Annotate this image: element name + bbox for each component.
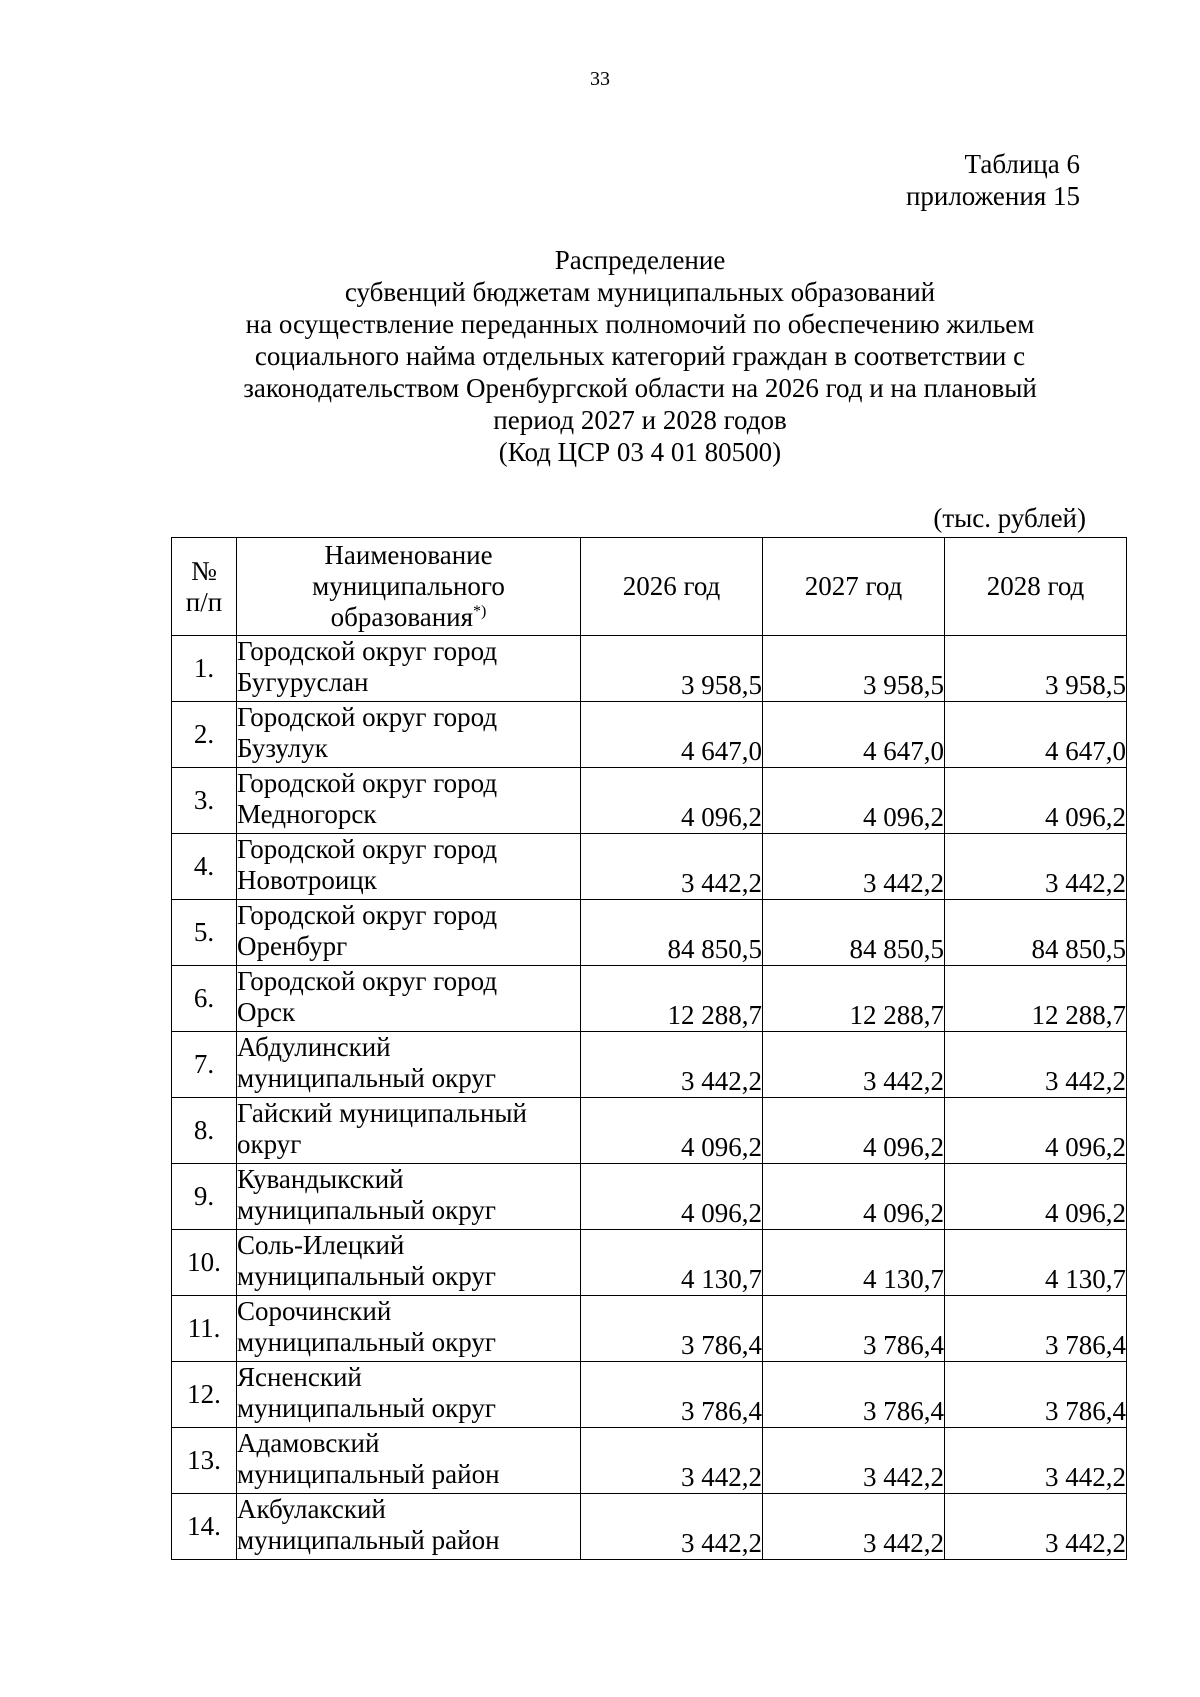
amount-2028: 4 096,2 bbox=[945, 1164, 1127, 1230]
amount-2026: 3 786,4 bbox=[581, 1296, 763, 1362]
row-number: 4. bbox=[172, 834, 237, 900]
header-municipality-line bbox=[237, 602, 580, 633]
title-code-line: (Код ЦСР 03 4 01 80500) bbox=[498, 437, 782, 467]
amount-2027: 12 288,7 bbox=[763, 966, 945, 1032]
row-number: 1. bbox=[172, 636, 237, 702]
table-row bbox=[172, 702, 1127, 768]
amount-2028: 84 850,5 bbox=[945, 900, 1127, 966]
header-municipality bbox=[237, 538, 581, 636]
table-row bbox=[172, 1296, 1127, 1362]
municipality-name-line: Городской округ город bbox=[237, 636, 498, 666]
municipality-name-line: Городской округ город bbox=[237, 834, 498, 864]
municipality-name bbox=[237, 1098, 581, 1164]
municipality-name-line: Оренбург bbox=[237, 931, 348, 961]
header-year-2026: 2026 год bbox=[581, 538, 763, 636]
table-row bbox=[172, 1494, 1127, 1560]
amount-2027: 3 786,4 bbox=[763, 1296, 945, 1362]
amount-2028: 4 096,2 bbox=[945, 1098, 1127, 1164]
table-header-row bbox=[172, 538, 1127, 636]
table-reference bbox=[906, 148, 1080, 212]
table-row bbox=[172, 1230, 1127, 1296]
table-row bbox=[172, 1032, 1127, 1098]
municipality-name-line: муниципальный округ bbox=[237, 1261, 496, 1291]
title-line: законодательством Оренбургской области на 2026 год и на плановый bbox=[243, 373, 1037, 403]
amount-2027: 3 442,2 bbox=[763, 1494, 945, 1560]
row-number: 13. bbox=[172, 1428, 237, 1494]
units-label: (тыс. рублей) bbox=[933, 503, 1086, 533]
municipality-name-line: муниципальный район bbox=[237, 1459, 500, 1489]
header-municipality-word: образования bbox=[330, 602, 474, 632]
municipality-name-line: Бугуруслан bbox=[237, 667, 369, 697]
header-year-2028: 2028 год bbox=[945, 538, 1127, 636]
row-number: 11. bbox=[172, 1296, 237, 1362]
municipality-name-line: округ bbox=[237, 1129, 302, 1159]
amount-2028: 3 786,4 bbox=[945, 1296, 1127, 1362]
municipality-name-line: Соль-Илецкий bbox=[237, 1230, 405, 1260]
municipality-name bbox=[237, 1494, 581, 1560]
amount-2028: 3 442,2 bbox=[945, 1494, 1127, 1560]
title-line: период 2027 и 2028 годов bbox=[493, 405, 787, 435]
municipality-name-line: Новотроицк bbox=[237, 865, 377, 895]
amount-2028: 4 647,0 bbox=[945, 702, 1127, 768]
amount-2027: 4 096,2 bbox=[763, 1164, 945, 1230]
municipality-name-line: Городской округ город bbox=[237, 702, 498, 732]
footnote-marker: *) bbox=[473, 603, 487, 620]
row-number: 6. bbox=[172, 966, 237, 1032]
amount-2026: 4 096,2 bbox=[581, 1164, 763, 1230]
amount-2027: 3 442,2 bbox=[763, 834, 945, 900]
table-row bbox=[172, 834, 1127, 900]
municipality-name bbox=[237, 636, 581, 702]
row-number: 12. bbox=[172, 1362, 237, 1428]
amount-2028: 4 096,2 bbox=[945, 768, 1127, 834]
table-row bbox=[172, 900, 1127, 966]
amount-2027: 3 958,5 bbox=[763, 636, 945, 702]
municipality-name-line: Ясненский bbox=[237, 1362, 362, 1392]
table-row bbox=[172, 768, 1127, 834]
municipality-name bbox=[237, 1230, 581, 1296]
municipality-name bbox=[237, 900, 581, 966]
amount-2028: 3 958,5 bbox=[945, 636, 1127, 702]
table-row bbox=[172, 636, 1127, 702]
table-reference-line: Таблица 6 bbox=[964, 149, 1080, 179]
amount-2026: 3 786,4 bbox=[581, 1362, 763, 1428]
amount-2026: 3 442,2 bbox=[581, 1428, 763, 1494]
amount-2026: 12 288,7 bbox=[581, 966, 763, 1032]
municipality-name bbox=[237, 702, 581, 768]
amount-2028: 12 288,7 bbox=[945, 966, 1127, 1032]
header-municipality-line: Наименование bbox=[324, 540, 493, 570]
amount-2027: 4 096,2 bbox=[763, 1098, 945, 1164]
row-number: 10. bbox=[172, 1230, 237, 1296]
row-number: 14. bbox=[172, 1494, 237, 1560]
municipality-name-line: Орск bbox=[237, 997, 296, 1027]
municipality-name-line: Городской округ город bbox=[237, 966, 498, 996]
table-body bbox=[172, 636, 1127, 1560]
municipality-name bbox=[237, 768, 581, 834]
amount-2027: 3 442,2 bbox=[763, 1032, 945, 1098]
table-row bbox=[172, 1428, 1127, 1494]
municipality-name-line: муниципальный округ bbox=[237, 1327, 496, 1357]
row-number: 8. bbox=[172, 1098, 237, 1164]
table-row bbox=[172, 1362, 1127, 1428]
row-number: 2. bbox=[172, 702, 237, 768]
amount-2027: 3 786,4 bbox=[763, 1362, 945, 1428]
municipality-name-line: Акбулакский bbox=[237, 1494, 386, 1524]
municipality-name bbox=[237, 966, 581, 1032]
municipality-name bbox=[237, 1164, 581, 1230]
amount-2026: 3 958,5 bbox=[581, 636, 763, 702]
amount-2027: 4 647,0 bbox=[763, 702, 945, 768]
table-row bbox=[172, 1098, 1127, 1164]
document-title bbox=[160, 244, 1120, 468]
amount-2026: 3 442,2 bbox=[581, 1032, 763, 1098]
municipality-name-line: Медногорск bbox=[237, 799, 377, 829]
title-line: Распределение bbox=[554, 245, 726, 275]
municipality-name bbox=[237, 1032, 581, 1098]
header-number-abbr: п/п bbox=[185, 586, 223, 617]
municipality-name-line: муниципальный округ bbox=[237, 1063, 496, 1093]
amount-2027: 84 850,5 bbox=[763, 900, 945, 966]
amount-2027: 4 096,2 bbox=[763, 768, 945, 834]
municipality-name-line: Абдулинский bbox=[237, 1032, 391, 1062]
municipality-name bbox=[237, 1296, 581, 1362]
amount-2026: 4 096,2 bbox=[581, 1098, 763, 1164]
page-number: 33 bbox=[590, 68, 610, 90]
municipality-name bbox=[237, 1428, 581, 1494]
row-number: 3. bbox=[172, 768, 237, 834]
municipality-name-line: Сорочинский bbox=[237, 1296, 392, 1326]
amount-2028: 3 442,2 bbox=[945, 1428, 1127, 1494]
municipality-name-line: муниципальный округ bbox=[237, 1195, 496, 1225]
municipality-name-line: муниципальный округ bbox=[237, 1393, 496, 1423]
amount-2028: 3 442,2 bbox=[945, 834, 1127, 900]
header-number bbox=[172, 538, 237, 636]
municipality-name-line: муниципальный район bbox=[237, 1525, 500, 1555]
row-number: 5. bbox=[172, 900, 237, 966]
municipality-name bbox=[237, 1362, 581, 1428]
table-row bbox=[172, 1164, 1127, 1230]
amount-2026: 84 850,5 bbox=[581, 900, 763, 966]
municipality-name-line: Городской округ город bbox=[237, 768, 498, 798]
table-row bbox=[172, 966, 1127, 1032]
title-line: на осуществление переданных полномочий по обеспечению жильем bbox=[245, 309, 1035, 339]
header-municipality-line: муниципального bbox=[312, 571, 505, 601]
amount-2026: 4 647,0 bbox=[581, 702, 763, 768]
amount-2026: 3 442,2 bbox=[581, 1494, 763, 1560]
amount-2028: 3 786,4 bbox=[945, 1362, 1127, 1428]
amount-2028: 3 442,2 bbox=[945, 1032, 1127, 1098]
municipality-name-line: Адамовский bbox=[237, 1428, 380, 1458]
municipality-name bbox=[237, 834, 581, 900]
title-line: социального найма отдельных категорий граждан в соответствии с bbox=[254, 341, 1026, 371]
row-number: 7. bbox=[172, 1032, 237, 1098]
amount-2027: 3 442,2 bbox=[763, 1428, 945, 1494]
amount-2026: 4 130,7 bbox=[581, 1230, 763, 1296]
table-reference-appendix: приложения 15 bbox=[905, 181, 1080, 211]
municipality-name-line: Кувандыкский bbox=[237, 1164, 404, 1194]
amount-2027: 4 130,7 bbox=[763, 1230, 945, 1296]
row-number: 9. bbox=[172, 1164, 237, 1230]
header-year-2027: 2027 год bbox=[763, 538, 945, 636]
header-number-sign: № bbox=[191, 555, 217, 586]
municipality-name-line: Бузулук bbox=[237, 733, 328, 763]
title-line: субвенций бюджетам муниципальных образований bbox=[344, 277, 936, 307]
subsidy-table bbox=[171, 537, 1127, 1560]
municipality-name-line: Городской округ город bbox=[237, 900, 498, 930]
amount-2026: 4 096,2 bbox=[581, 768, 763, 834]
amount-2026: 3 442,2 bbox=[581, 834, 763, 900]
municipality-name-line: Гайский муниципальный bbox=[237, 1098, 527, 1128]
amount-2028: 4 130,7 bbox=[945, 1230, 1127, 1296]
